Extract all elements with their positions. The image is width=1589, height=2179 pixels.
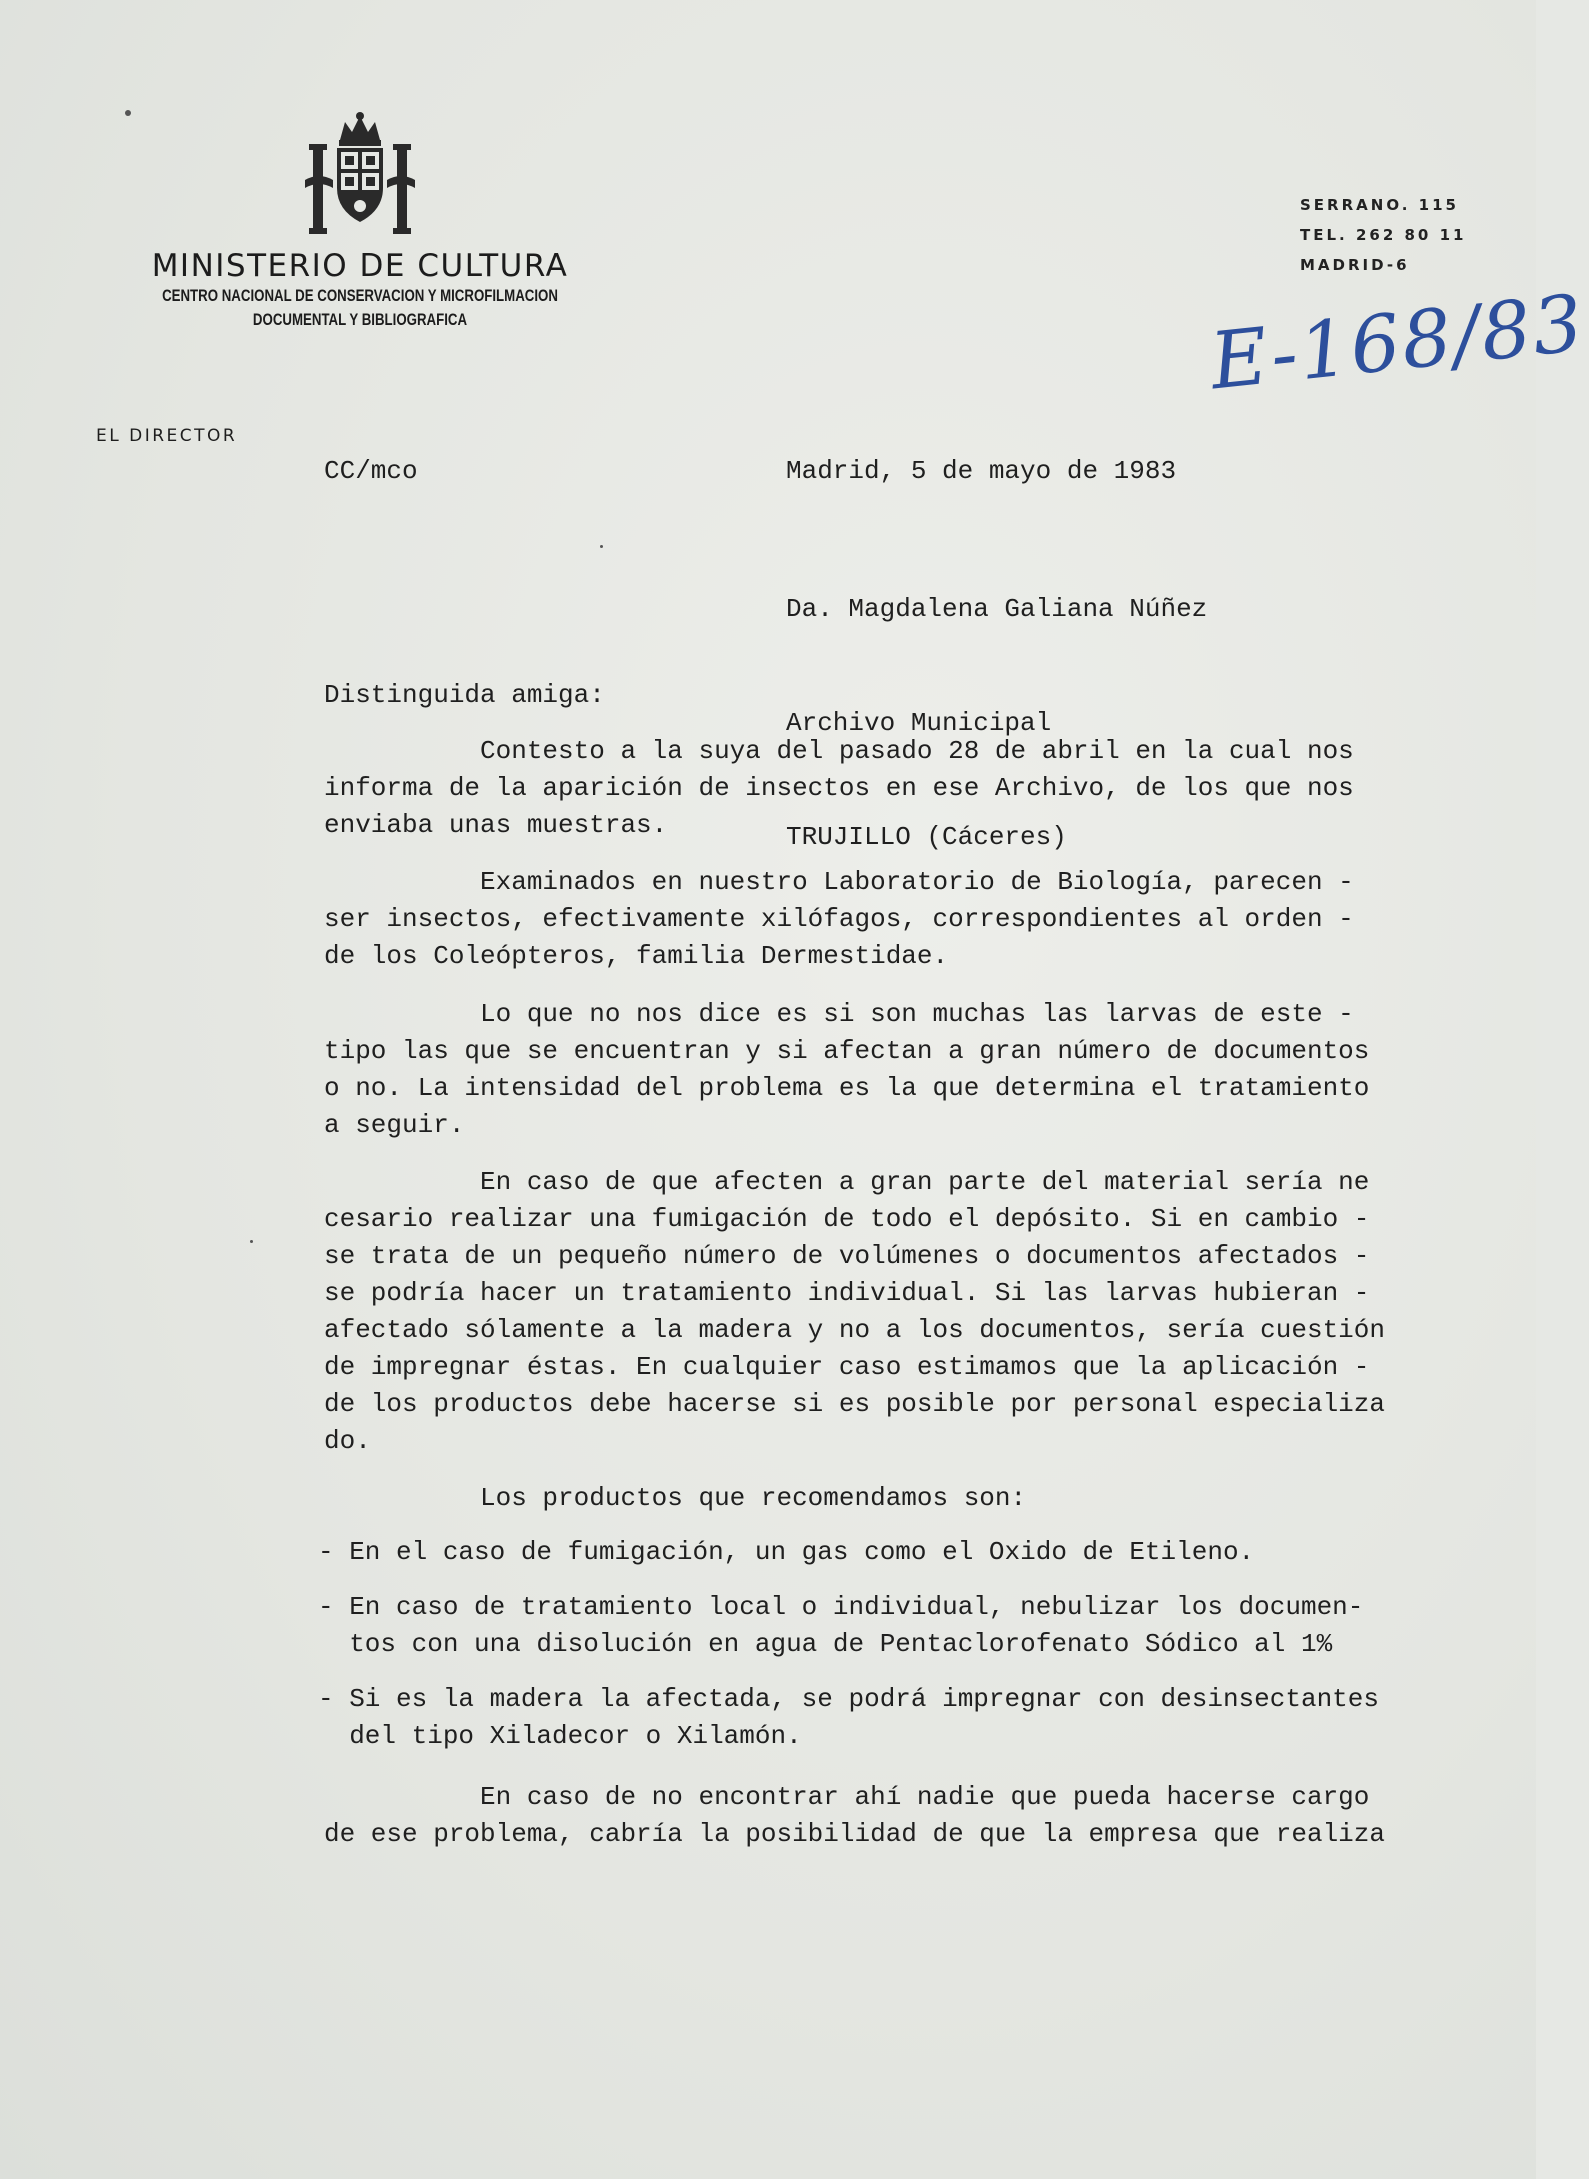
handwritten-reference: E-168/83 (1206, 278, 1589, 408)
paragraph-line: cesario realizar una fumigación de todo el depósito. Si en cambio - (324, 1204, 1370, 1234)
director-label: EL DIRECTOR (96, 426, 238, 446)
list-item-line: - En caso de tratamiento local o individual, nebulizar los documen- (318, 1592, 1364, 1622)
list-item (318, 1534, 1418, 1571)
paper-speck (125, 110, 131, 116)
address-city: MADRID-6 (1300, 256, 1410, 274)
paragraph-line: do. (324, 1426, 371, 1456)
paragraph-line: afectado sólamente a la madera y no a los documentos, sería cuestión (324, 1315, 1385, 1345)
address-block (1300, 190, 1466, 280)
paragraph-line: enviaba unas muestras. (324, 810, 668, 840)
ministry-title: MINISTERIO DE CULTURA (151, 248, 569, 284)
letterhead (100, 110, 620, 332)
recipient-institution: Archivo Municipal (786, 708, 1052, 738)
paragraph-line: de impregnar éstas. En cualquier caso estimamos que la aplicación - (324, 1352, 1370, 1382)
recipient-name: Da. Magdalena Galiana Núñez (786, 594, 1208, 624)
paragraph-2 (324, 864, 1404, 975)
paragraph-line: se podría hacer un tratamiento individual. Si las larvas hubieran - (324, 1278, 1370, 1308)
product-list (318, 1534, 1418, 1773)
paper-speck (250, 1240, 253, 1243)
list-item-line: - En el caso de fumigación, un gas como el Oxido de Etileno. (318, 1537, 1255, 1567)
list-item (318, 1589, 1418, 1663)
paragraph-line: En caso de no encontrar ahí nadie que pueda hacerse cargo (324, 1782, 1370, 1812)
closing-paragraph (324, 1779, 1404, 1853)
paragraph-line: ser insectos, efectivamente xilófagos, correspondientes al orden - (324, 904, 1354, 934)
paragraph-line: En caso de que afecten a gran parte del material sería ne (324, 1167, 1370, 1197)
recipient-place: TRUJILLO (Cáceres) (786, 822, 1067, 852)
paragraph-line: se trata de un pequeño número de volúmenes o documentos afectados - (324, 1241, 1370, 1271)
paragraph-1 (324, 733, 1404, 844)
paragraph-line: informa de la aparición de insectos en ese Archivo, de los que nos (324, 773, 1354, 803)
list-item (318, 1681, 1418, 1755)
paragraph-line: Lo que no nos dice es si son muchas las larvas de este - (324, 999, 1354, 1029)
address-street: SERRANO. 115 (1300, 196, 1459, 214)
paragraph-line: tipo las que se encuentran y si afectan a gran número de documentos (324, 1036, 1370, 1066)
reference-code: CC/mco (324, 456, 418, 486)
paragraph-3 (324, 996, 1404, 1144)
greeting: Distinguida amiga: (324, 680, 605, 710)
list-item-line: tos con una disolución en agua de Pentaclorofenato Sódico al 1% (318, 1629, 1333, 1659)
paragraph-line: Los productos que recomendamos son: (324, 1483, 1027, 1513)
paragraph-line: de los Coleópteros, familia Dermestidae. (324, 941, 949, 971)
paragraph-5 (324, 1480, 1404, 1517)
letter-date: Madrid, 5 de mayo de 1983 (786, 456, 1177, 486)
list-item-line: del tipo Xiladecor o Xilamón. (318, 1721, 802, 1751)
centro-line-1: CENTRO NACIONAL DE CONSERVACION Y MICROFILMACION (162, 286, 558, 305)
paragraph-4 (324, 1164, 1404, 1460)
centro-line-2: DOCUMENTAL Y BIBLIOGRAFICA (252, 310, 468, 329)
paragraph-line: de los productos debe hacerse si es posible por personal especializa (324, 1389, 1385, 1419)
paragraph-line: Contesto a la suya del pasado 28 de abril en la cual nos (324, 736, 1354, 766)
list-item-line: - Si es la madera la afectada, se podrá impregnar con desinsectantes (318, 1684, 1379, 1714)
coat-of-arms-icon (305, 110, 415, 240)
paragraph-line: Examinados en nuestro Laboratorio de Biología, parecen - (324, 867, 1354, 897)
paragraph-line: de ese problema, cabría la posibilidad de que la empresa que realiza (324, 1819, 1385, 1849)
address-phone: TEL. 262 80 11 (1300, 226, 1467, 244)
paper-speck (600, 545, 603, 548)
paragraph-line: o no. La intensidad del problema es la que determina el tratamiento (324, 1073, 1370, 1103)
paragraph-line: a seguir. (324, 1110, 465, 1140)
